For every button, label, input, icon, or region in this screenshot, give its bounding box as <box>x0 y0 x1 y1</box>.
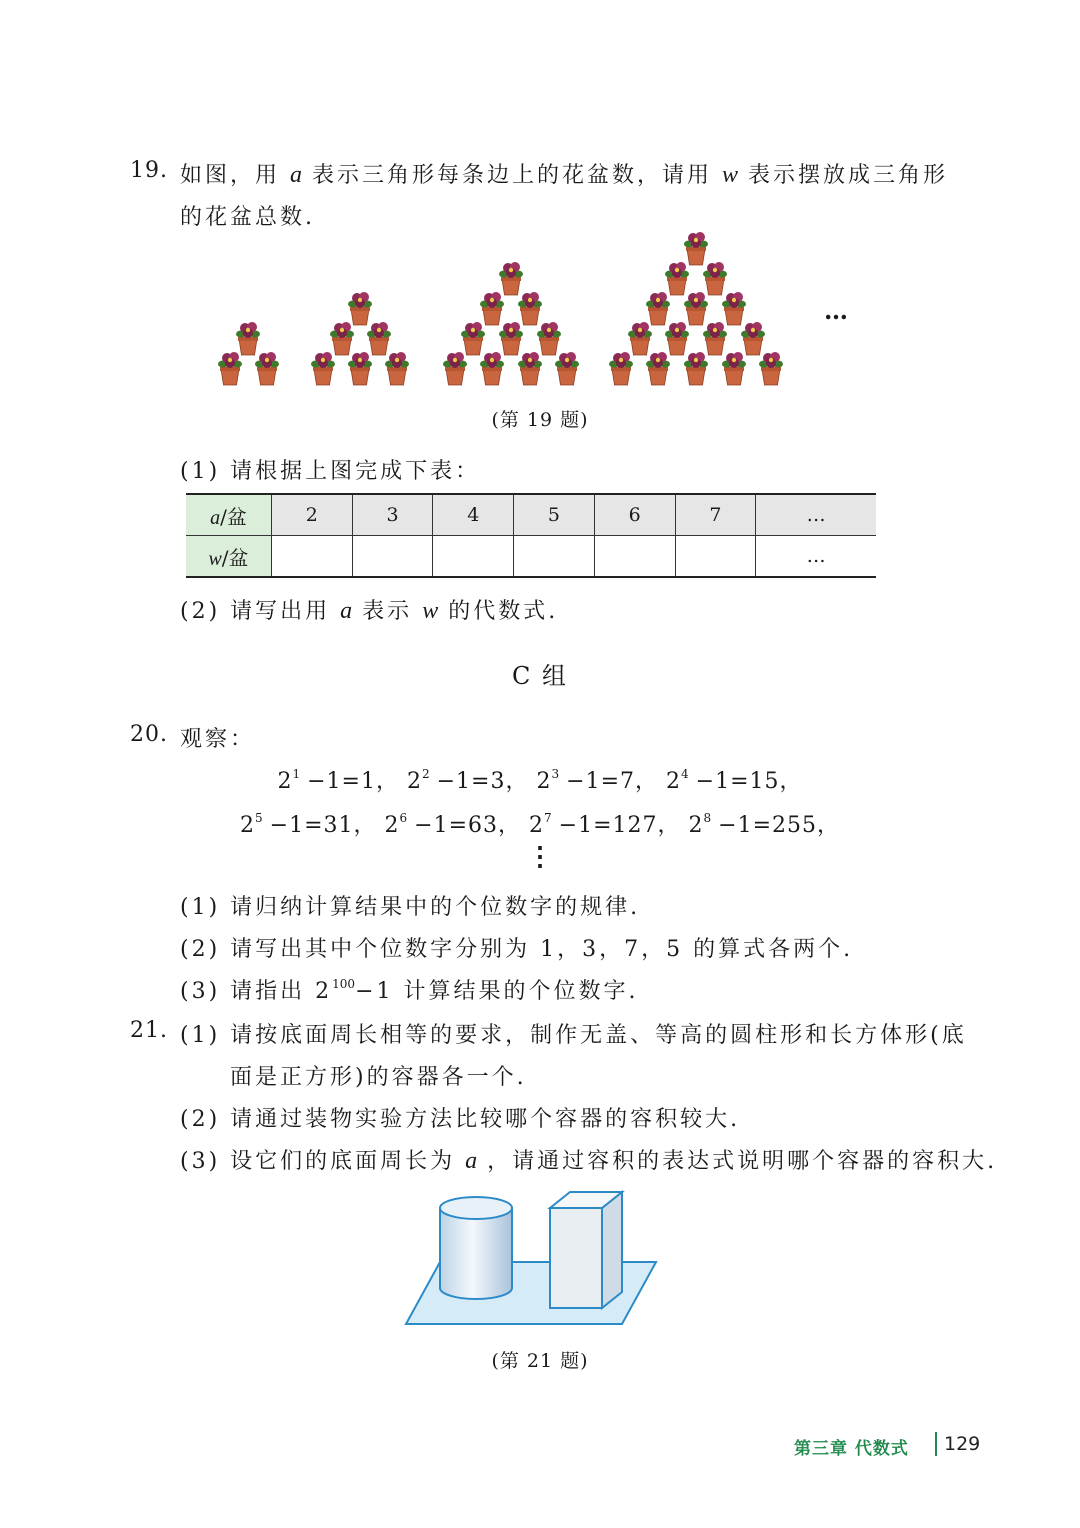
question-20-number: 20. <box>130 722 168 747</box>
cylinder-container <box>440 1197 512 1299</box>
q21-part-2: (2) 请通过装物实验方法比较哪个容器的容积较大. <box>180 1107 741 1132</box>
triangle-a4 <box>443 262 579 385</box>
table-cell-empty <box>352 536 433 578</box>
table-cell: 6 <box>594 494 675 536</box>
table-cell-empty <box>433 536 514 578</box>
table-cell-empty <box>514 536 595 578</box>
q19-var-a: a <box>290 162 303 188</box>
table-cell: 5 <box>514 494 595 536</box>
containers-figure <box>400 1188 662 1330</box>
page-number: 129 <box>944 1433 981 1455</box>
table-cell-empty <box>675 536 756 578</box>
q20-part-1: (1) 请归纳计算结果中的个位数字的规律. <box>180 895 641 920</box>
figure-ellipsis: … <box>824 296 848 325</box>
table-cell: 7 <box>675 494 756 536</box>
q19-text-c: 表示摆放成三角形 <box>748 163 949 188</box>
footer-chapter-title: 第三章 代数式 <box>794 1439 909 1459</box>
question-20-intro: 观察： <box>180 727 256 752</box>
table-cell-empty <box>594 536 675 578</box>
triangle-a5 <box>609 232 783 385</box>
equation-line-1: $2^1 -1=1$， $2^2 -1=3$， $2^3 -1=7$， $2^4 -1=15$， <box>277 767 803 794</box>
q19-text-b: 表示三角形每条边上的花盆数，请用 <box>312 163 713 188</box>
table-cell: … <box>756 494 876 536</box>
q20-part-2: (2) 请写出其中个位数字分别为 1，3，7，5 的算式各两个. <box>180 937 854 962</box>
table-row-w <box>186 536 876 578</box>
q20-part-3: (3) 请指出 $2^{100}-1$ 计算结果的个位数字. <box>180 977 639 1004</box>
q19-table <box>186 493 876 578</box>
q21-part-3: (3) 设它们的底面周长为 a ，请通过容积的表达式说明哪个容器的容积大. <box>180 1148 998 1174</box>
q21-part-1-line-2: 面是正方形)的容器各一个. <box>230 1065 527 1090</box>
equation-line-2: $2^5 -1=31$， $2^6 -1=63$， $2^7 -1=127$， $2^8 -1=255$， <box>240 811 840 838</box>
triangle-a3 <box>311 292 409 385</box>
footer-divider <box>935 1432 937 1456</box>
table-cell: 3 <box>352 494 433 536</box>
question-19-number: 19. <box>130 158 168 183</box>
flower-pot-triangles-figure <box>200 225 880 395</box>
q19-part-2: (2) 请写出用 a 表示 w 的代数式. <box>180 598 559 624</box>
table-cell: 2 <box>272 494 353 536</box>
vertical-ellipsis: ⋮ <box>527 842 553 872</box>
q19-part-1: (1) 请根据上图完成下表： <box>180 459 481 484</box>
question-19-line-1 <box>180 158 948 189</box>
question-21-number: 21. <box>130 1018 168 1043</box>
q19-var-w: w <box>722 162 739 188</box>
table-row-a <box>186 494 876 536</box>
row-label-a: a/盆 <box>186 494 272 536</box>
q19-text-a: 如图，用 <box>180 163 281 188</box>
triangle-a2 <box>218 322 279 385</box>
section-heading: C 组 <box>512 662 568 690</box>
figure-21-caption: (第 21 题) <box>491 1350 589 1372</box>
question-19-line-2: 的花盆总数. <box>180 205 315 230</box>
q21-part-1-line-1: (1) 请按底面周长相等的要求，制作无盖、等高的圆柱形和长方体形(底 <box>180 1023 967 1048</box>
table-cell: … <box>756 536 876 578</box>
row-label-w: w/盆 <box>186 536 272 578</box>
table-cell-empty <box>272 536 353 578</box>
square-prism-container <box>550 1192 622 1308</box>
table-cell: 4 <box>433 494 514 536</box>
figure-19-caption: (第 19 题) <box>491 409 589 431</box>
